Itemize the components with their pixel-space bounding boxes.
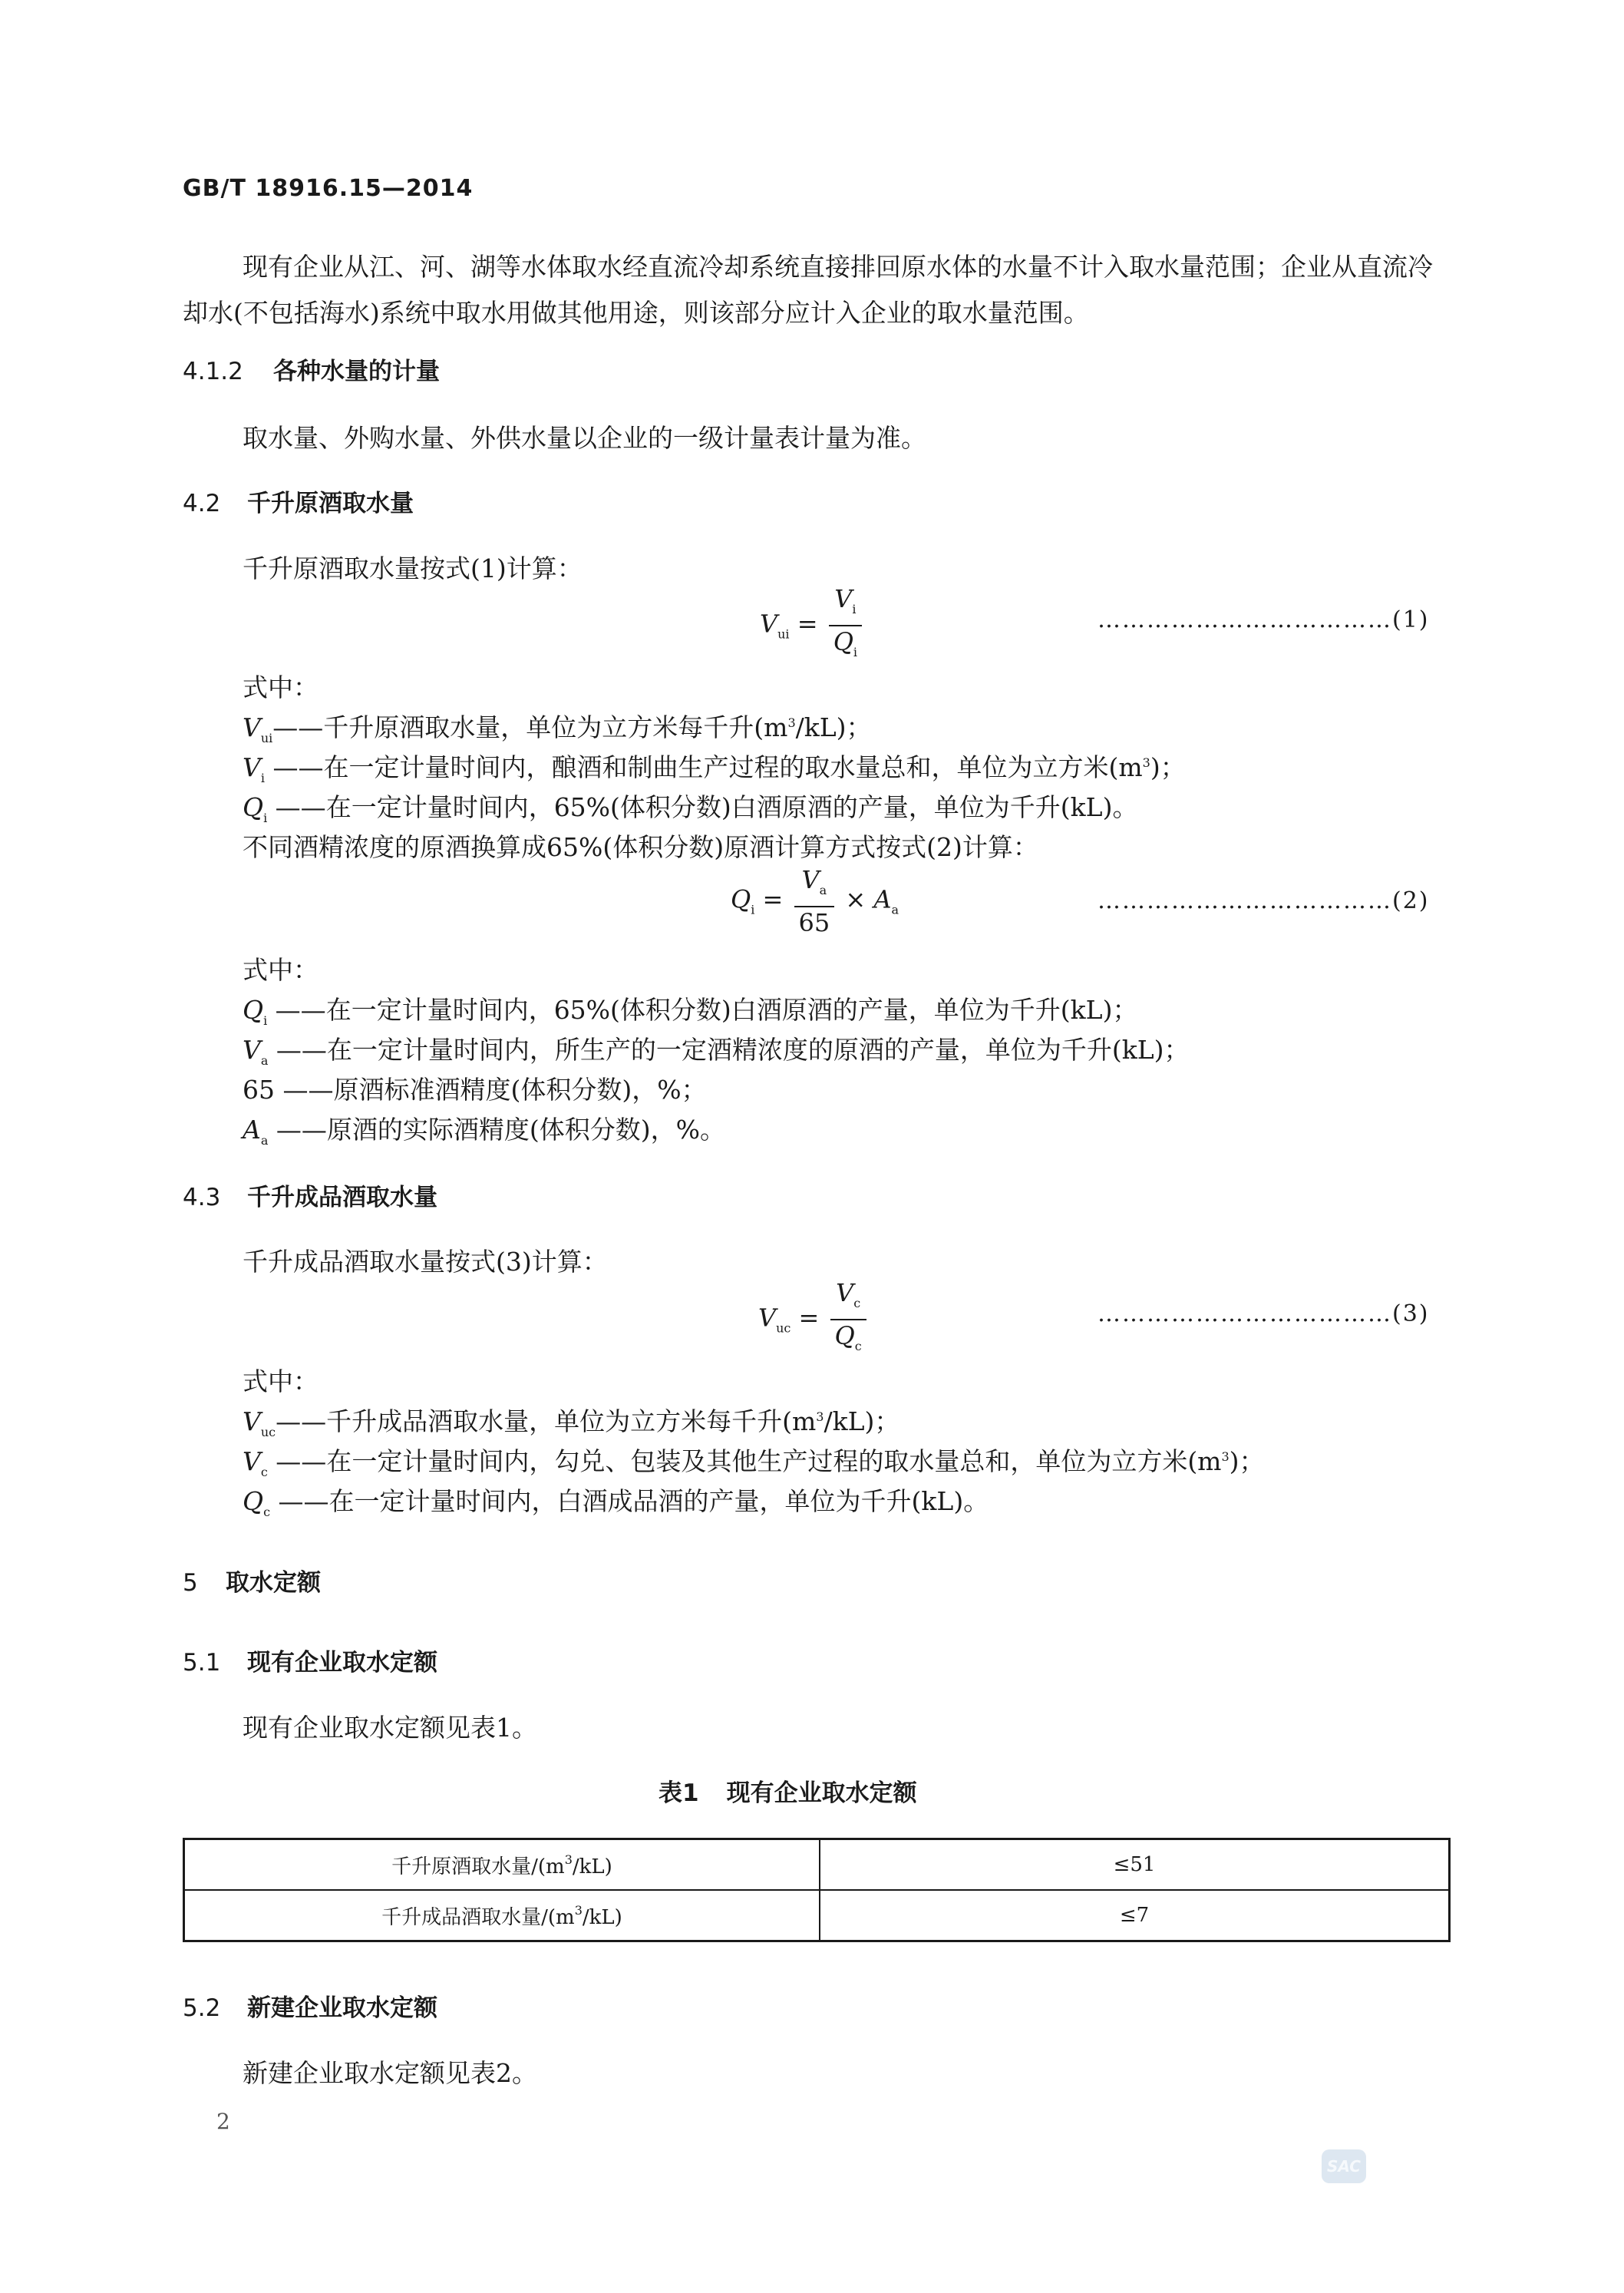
intro-paragraph: 现有企业从江、河、湖等水体取水经直流冷却系统直接排回原水体的水量不计入取水量范围；企业从直流冷却水(不包括海水)系统中取水用做其他用途，则该部分应计入企业的取水量范围。 <box>183 252 1433 328</box>
table-number: 表1 <box>659 1779 699 1807</box>
def-dash: —— <box>264 752 324 782</box>
eq-symbol: Q <box>731 884 751 914</box>
section-5-2-heading <box>183 1988 437 2023</box>
def-text: 在一定计量时间内，65%(体积分数)白酒原酒的产量，单位为千升(kL)。 <box>325 792 1138 822</box>
definition-line <box>243 1402 899 1439</box>
numerator: V <box>801 865 820 894</box>
equation-3-number: ………………………………(3) <box>1098 1300 1430 1327</box>
cell-text: 千升原酒取水量/(m <box>391 1855 565 1878</box>
denominator: 65 <box>798 908 830 937</box>
table-title: 现有企业取水定额 <box>726 1779 917 1807</box>
section-number: 4.1.2 <box>183 358 243 385</box>
section-5-1-heading <box>183 1643 437 1677</box>
section-5-heading <box>183 1563 321 1598</box>
def-symbol: V <box>243 712 261 742</box>
def-subscript: i <box>263 811 268 825</box>
def-subscript: a <box>260 1053 269 1068</box>
equation-3-lead: 千升成品酒取水量按式(3)计算： <box>243 1247 608 1277</box>
def-dash: —— <box>267 1446 327 1476</box>
def-superscript: 3 <box>1142 755 1150 770</box>
denominator: Q <box>834 1321 855 1350</box>
def-symbol: V <box>243 1446 261 1476</box>
section-title: 现有企业取水定额 <box>247 1649 437 1677</box>
equation-3 <box>758 1277 870 1362</box>
table-row <box>184 1890 1450 1941</box>
eq-sign: = <box>798 1303 820 1333</box>
def-subscript: c <box>260 1465 268 1479</box>
standard-code: GB/T 18916.15—2014 <box>183 175 474 202</box>
table-cell-label <box>184 1890 820 1941</box>
eq-symbol: A <box>873 884 892 914</box>
def-symbol: Q <box>243 792 264 822</box>
def-subscript: i <box>263 1013 268 1028</box>
section-4-1-2-heading <box>183 352 440 386</box>
equation-2 <box>731 864 899 938</box>
definition-line <box>243 1442 1265 1479</box>
where-label: 式中： <box>243 672 319 702</box>
def-dash: —— <box>267 995 326 1025</box>
eq-subscript: a <box>819 883 827 897</box>
def-superscript: 3 <box>787 715 796 730</box>
definition-line <box>243 788 1137 825</box>
equation-2-lead: 不同酒精浓度的原酒换算成65%(体积分数)原酒计算方式按式(2)计算： <box>243 832 1038 862</box>
definition-line <box>243 1110 725 1148</box>
sac-watermark-logo: SAC <box>1322 2149 1366 2183</box>
eq-subscript: c <box>853 1296 861 1310</box>
def-dash: —— <box>268 1035 327 1065</box>
section-title: 新建企业取水定额 <box>247 1994 437 2022</box>
page-number: 2 <box>216 2109 230 2134</box>
definition-line <box>243 1482 989 1519</box>
definition-line <box>243 708 872 745</box>
table-cell-label <box>184 1839 820 1891</box>
def-tail: )； <box>1229 1446 1265 1476</box>
def-dash: —— <box>272 712 324 742</box>
eq-symbol: V <box>758 1303 777 1333</box>
section-title: 取水定额 <box>226 1569 321 1597</box>
fraction <box>794 864 835 938</box>
where-label: 式中： <box>243 955 319 985</box>
definition-line <box>243 1070 707 1106</box>
def-text: 在一定计量时间内，酿酒和制曲生产过程的取水量总和，单位为立方米(m <box>323 752 1143 782</box>
denominator: Q <box>833 627 853 656</box>
definition-line <box>243 748 1186 785</box>
table-1-caption <box>659 1773 917 1808</box>
eq-subscript: ui <box>777 626 790 642</box>
definition-line <box>243 990 1137 1028</box>
def-subscript: a <box>260 1133 269 1148</box>
table-cell-value: ≤7 <box>820 1890 1450 1941</box>
section-5-2-text: 新建企业取水定额见表2。 <box>243 2058 537 2088</box>
section-title: 各种水量的计量 <box>273 358 440 385</box>
table-row <box>184 1839 1450 1891</box>
def-symbol: 65 <box>243 1075 275 1105</box>
section-number: 5.2 <box>183 1994 221 2022</box>
numerator: V <box>834 584 853 613</box>
cell-text: 千升成品酒取水量/(m <box>381 1905 575 1929</box>
section-number: 4.3 <box>183 1184 221 1211</box>
cell-text-tail: /kL) <box>572 1855 612 1878</box>
where-label: 式中： <box>243 1366 319 1396</box>
def-superscript: 3 <box>1221 1449 1230 1464</box>
eq-subscript: i <box>751 902 755 917</box>
def-symbol: V <box>243 752 261 782</box>
def-symbol: Q <box>243 1486 264 1516</box>
eq-subscript: a <box>891 902 899 917</box>
def-dash: —— <box>276 1406 327 1436</box>
def-tail: /kL)； <box>795 712 872 742</box>
def-dash: —— <box>268 1115 327 1145</box>
def-subscript: i <box>260 771 265 785</box>
def-symbol: Q <box>243 995 264 1025</box>
def-dash: —— <box>267 792 326 822</box>
eq-sign: = <box>762 884 784 914</box>
numerator: V <box>836 1278 854 1307</box>
eq-symbol: V <box>760 609 778 639</box>
def-text: 千升原酒取水量，单位为立方米每千升(m <box>323 712 788 742</box>
def-text: 在一定计量时间内，勾兑、包装及其他生产过程的取水量总和，单位为立方米(m <box>326 1446 1222 1476</box>
def-superscript: 3 <box>816 1409 824 1424</box>
def-text: 原酒标准酒精度(体积分数)，%； <box>333 1075 707 1105</box>
section-4-3-heading <box>183 1178 437 1212</box>
table-cell-value: ≤51 <box>820 1839 1450 1891</box>
section-number: 5.1 <box>183 1649 221 1677</box>
section-number: 4.2 <box>183 490 221 517</box>
cell-superscript: 3 <box>564 1852 573 1867</box>
cell-text-tail: /kL) <box>582 1905 622 1929</box>
def-symbol: V <box>243 1406 261 1436</box>
equation-1-lead: 千升原酒取水量按式(1)计算： <box>243 553 583 583</box>
equation-1 <box>760 583 865 668</box>
def-symbol: V <box>243 1035 261 1065</box>
eq-subscript: i <box>852 602 857 616</box>
def-subscript: uc <box>260 1425 276 1439</box>
section-4-2-heading <box>183 484 414 518</box>
def-tail: )； <box>1150 752 1186 782</box>
def-symbol: A <box>243 1115 261 1145</box>
def-subscript: c <box>263 1505 271 1519</box>
fraction <box>829 583 862 668</box>
def-text: 在一定计量时间内，所生产的一定酒精浓度的原酒的产量，单位为千升(kL)； <box>326 1035 1190 1065</box>
section-number: 5 <box>183 1569 198 1597</box>
def-text: 千升成品酒取水量，单位为立方米每千升(m <box>326 1406 817 1436</box>
table-1 <box>183 1838 1451 1942</box>
eq-subscript: uc <box>776 1320 791 1336</box>
section-4-1-2-text: 取水量、外购水量、外供水量以企业的一级计量表计量为准。 <box>243 423 926 453</box>
times-sign: × <box>845 884 866 914</box>
def-tail: /kL)； <box>824 1406 900 1436</box>
def-text: 在一定计量时间内，白酒成品酒的产量，单位为千升(kL)。 <box>328 1486 989 1516</box>
equation-2-number: ………………………………(2) <box>1098 887 1430 914</box>
def-dash: —— <box>275 1075 334 1105</box>
section-title: 千升成品酒取水量 <box>247 1184 437 1211</box>
fraction <box>830 1277 866 1362</box>
def-text: 原酒的实际酒精度(体积分数)，%。 <box>326 1115 725 1145</box>
eq-sign: = <box>797 609 818 639</box>
def-text: 在一定计量时间内，65%(体积分数)白酒原酒的产量，单位为千升(kL)； <box>325 995 1138 1025</box>
section-title: 千升原酒取水量 <box>247 490 414 517</box>
eq-subscript: i <box>853 645 858 659</box>
def-subscript: ui <box>260 731 273 745</box>
eq-subscript: c <box>854 1339 862 1353</box>
def-dash: —— <box>270 1486 329 1516</box>
section-5-1-text: 现有企业取水定额见表1。 <box>243 1713 537 1743</box>
equation-1-number: ………………………………(1) <box>1098 606 1430 633</box>
definition-line <box>243 1030 1190 1068</box>
cell-superscript: 3 <box>574 1902 583 1918</box>
